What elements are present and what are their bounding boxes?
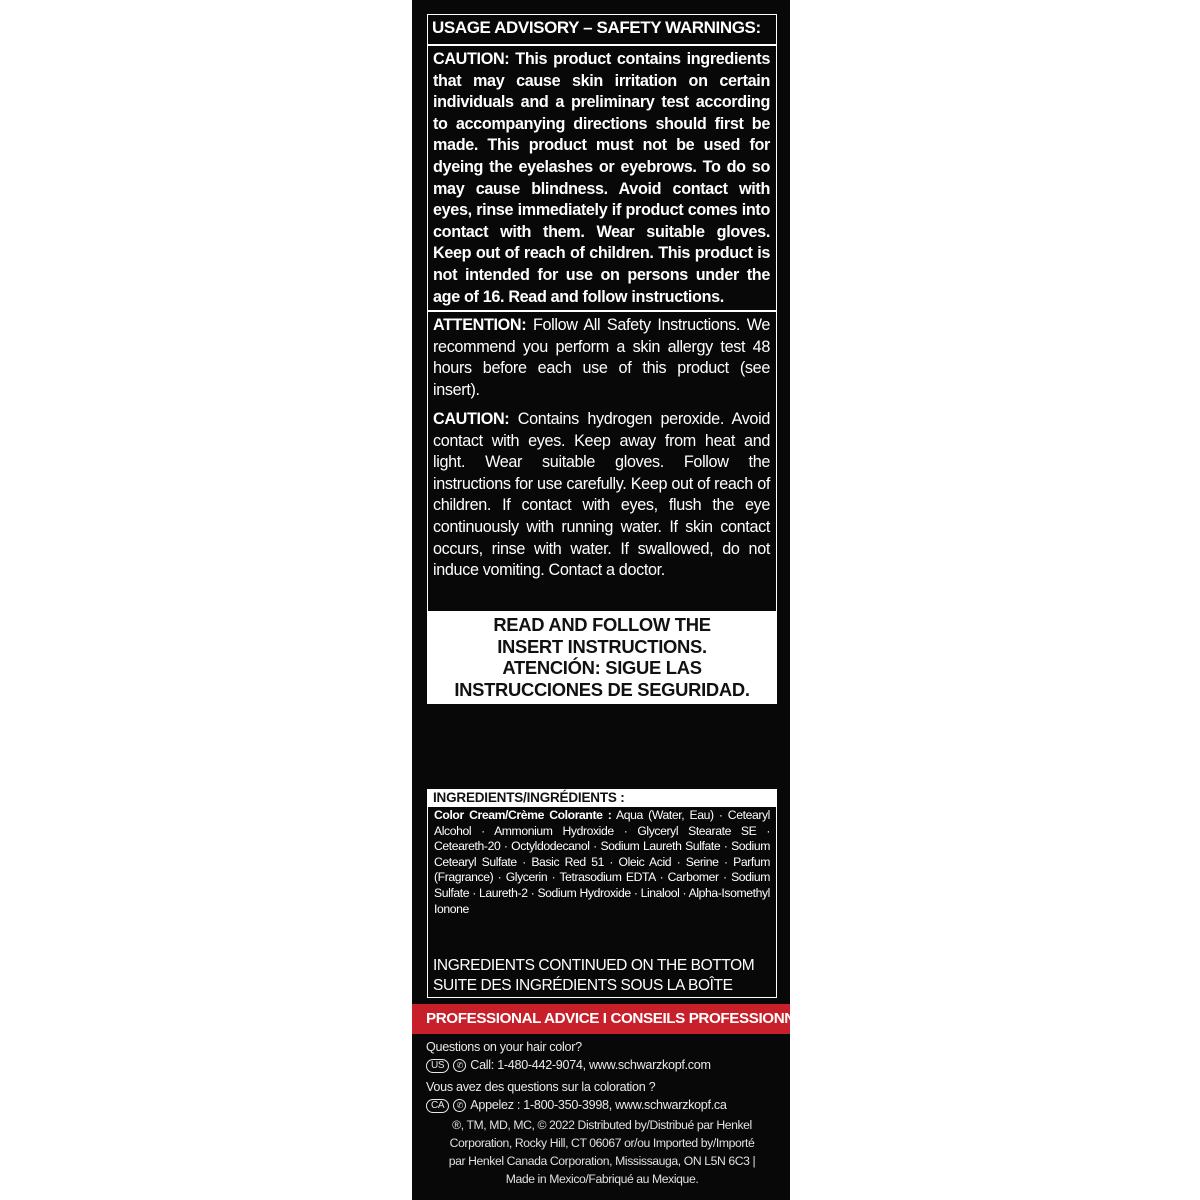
- caution-peroxide-label: CAUTION:: [433, 410, 510, 428]
- safety-warnings-title: USAGE ADVISORY – SAFETY WARNINGS:: [432, 18, 761, 37]
- ca-contact-text[interactable]: Appelez : 1-800-350-3998, www.schwarzkopf.ca: [470, 1098, 727, 1112]
- phone-icon: ✆: [453, 1099, 466, 1112]
- attention-label: ATTENTION:: [433, 316, 527, 334]
- insert-notice-line: ATENCIÓN: SIGUE LAS: [502, 657, 702, 679]
- divider: [428, 44, 776, 46]
- us-contact-line: [426, 1057, 778, 1074]
- ca-badge: CA: [426, 1099, 449, 1113]
- caution-paragraph: CAUTION: This product contains ingredients that may cause skin irritation on certain individuals and a preliminary test according to accompanying directions should first be made. This product must not be used for dyeing the eyelashes or eyebrows. To do so may cause blindness. Avoid contact with eyes, rinse immediately if product comes into contact with them. Wear suitable gloves. Keep out of reach of children. This product is not intended for use on persons under the age of 16. Read and follow instructions.: [433, 50, 770, 306]
- us-badge: US: [426, 1059, 449, 1073]
- caution-peroxide-text: Contains hydrogen peroxide. Avoid contact with eyes. Keep away from heat and light. Wear suitable gloves. Follow the instructions for use carefully. Keep out of reach of children. If contact with eyes, flush the eye continuously with running water. If skin contact occurs, rinse with water. If swallowed, do not induce vomiting. Contact a doctor.: [433, 410, 770, 580]
- divider: [428, 310, 776, 312]
- legal-line: ®, TM, MD, MC, © 2022 Distributed by/Distribué par Henkel: [452, 1118, 752, 1132]
- question-en: Questions on your hair color?: [426, 1040, 582, 1054]
- caution-peroxide-paragraph: [433, 409, 770, 582]
- insert-notice-line: INSERT INSTRUCTIONS.: [497, 635, 707, 657]
- legal-notice: [426, 1116, 778, 1188]
- insert-instructions-notice: [427, 612, 777, 704]
- phone-icon: ✆: [453, 1059, 466, 1072]
- question-fr: Vous avez des questions sur la coloration ?: [426, 1080, 656, 1094]
- legal-line: Made in Mexico/Fabriqué au Mexique.: [505, 1172, 699, 1186]
- professional-advice-banner: PROFESSIONAL ADVICE I CONSEILS PROFESSIONNELS: [412, 1004, 790, 1034]
- insert-notice-line: READ AND FOLLOW THE: [493, 614, 711, 635]
- us-contact-text[interactable]: Call: 1-480-442-9074, www.schwarzkopf.com: [470, 1058, 711, 1072]
- ca-contact-line: [426, 1097, 778, 1114]
- insert-notice-line: INSTRUCCIONES DE SEGURIDAD.: [454, 678, 750, 700]
- ingredients-list: [434, 808, 770, 917]
- attention-paragraph: [433, 315, 770, 401]
- ingredients-continued: [433, 956, 771, 995]
- attention-text: Follow All Safety Instructions. We recommend you perform a skin allergy test 48 hours before each use of this product (see insert).: [433, 316, 770, 399]
- ingredients-continued-fr: SUITE DES INGRÉDIENTS SOUS LA BOÎTE: [433, 976, 733, 994]
- ingredients-continued-en: INGREDIENTS CONTINUED ON THE BOTTOM: [433, 957, 755, 974]
- legal-line: par Henkel Canada Corporation, Mississauga, ON L5N 6C3 |: [448, 1154, 756, 1168]
- ingredients-heading: INGREDIENTS/INGRÉDIENTS :: [427, 789, 777, 807]
- legal-line: Corporation, Rocky Hill, CT 06067 or/ou Imported by/Importé: [449, 1136, 755, 1150]
- ingredients-items: Aqua (Water, Eau) · Cetearyl Alcohol · Ammonium Hydroxide · Glyceryl Stearate SE · Ceteareth-20 · Octyldodecanol · Sodium Laureth Sulfate · Sodium Cetearyl Sulfate · Basic Red 51 · Oleic Acid · Serine · Parfum (Fragrance) · Glycerin · Tetrasodium EDTA · Carbomer · Sodium Sulfate · Laureth-2 · Sodium Hydroxide · Linalool · Alpha-Isomethyl Ionone: [434, 808, 770, 916]
- ingredients-label: Color Cream/Crème Colorante :: [434, 808, 612, 822]
